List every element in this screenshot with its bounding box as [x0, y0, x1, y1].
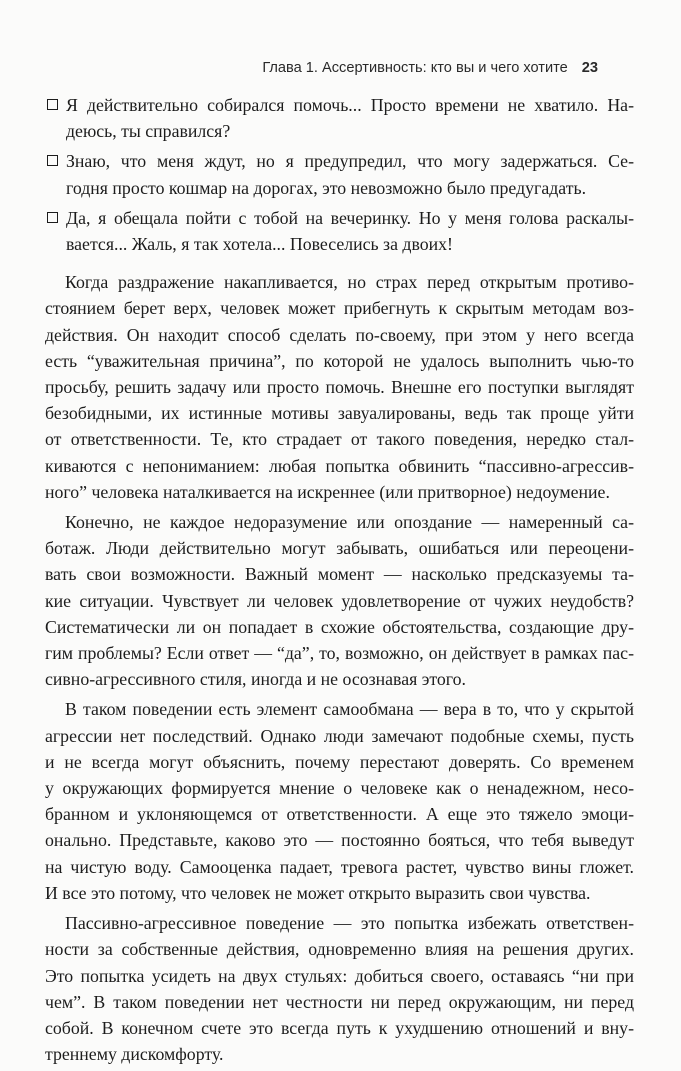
text-line: треннему дискомфорту.: [45, 1044, 224, 1065]
page-number: 23: [581, 60, 598, 76]
text-line: ботаж. Люди действительно могут забывать, ошибаться или переоцени-: [45, 538, 634, 559]
text-line: ного” человека наталкивается на искреннее (или притворное) недоумение.: [45, 481, 610, 502]
text-line: безобидными, их истинные мотивы завуалированы, ведь так проще уйти: [45, 403, 634, 424]
text-line: Когда раздражение накапливается, но страх перед открытым противо-: [65, 272, 634, 293]
bullet-item: [45, 92, 634, 144]
text-line: годня просто кошмар на дорогах, это невозможно было предугадать.: [66, 177, 587, 198]
text-line: действия. Он находит способ сделать по-своему, при этом у него всегда: [45, 324, 634, 345]
text-line: деюсь, ты справился?: [66, 121, 231, 142]
bullet-text: [66, 92, 634, 144]
text-line: и не всегда могут объяснить, почему перестают доверять. Со временем: [45, 751, 634, 772]
text-line: кие ситуации. Чувствует ли человек удовлетворение от чужих неудобств?: [45, 590, 634, 611]
text-line: чем”. В таком поведении нет честности ни перед окружающим, ни перед: [45, 991, 634, 1012]
checkbox-bullet-icon: [47, 212, 58, 223]
running-header: [262, 60, 598, 76]
paragraph: [45, 696, 634, 906]
text-line: киваются с непониманием: любая попытка обвинить “пассивно-агрессив-: [45, 455, 634, 476]
text-line: Это попытка усидеть на двух стульях: добиться своего, оставаясь “ни при: [45, 965, 634, 986]
checkbox-bullet-icon: [47, 155, 58, 166]
paragraph: [45, 269, 634, 505]
text-line: вать свои возможности. Важный момент — насколько предсказуемы та-: [45, 564, 634, 585]
text-line: Я действительно собирался помочь... Просто времени не хватило. На-: [66, 95, 634, 115]
text-line: В таком поведении есть элемент самообмана — вера в то, что у скрытой: [65, 699, 634, 720]
text-line: Конечно, не каждое недоразумение или опоздание — намеренный са-: [65, 512, 634, 533]
text-line: собой. В конечном счете это всегда путь к ухудшению отношений и вну-: [45, 1017, 634, 1038]
text-line: ности за собственные действия, одновременно влияя на решения других.: [45, 939, 634, 960]
checkbox-bullet-list: [45, 92, 634, 257]
text-line: сивно-агрессивного стиля, иногда и не осознавая этого.: [45, 669, 466, 690]
text-line: агрессии нет последствий. Однако люди замечают подобные схемы, пусть: [45, 725, 634, 746]
text-line: бранном и уклоняющемся от ответственности. А еще это тяжело эмоци-: [45, 804, 634, 825]
text-line: Систематически ли он попадает в схожие обстоятельства, создающие дру-: [45, 616, 634, 637]
bullet-item: [45, 205, 634, 257]
bullet-text: [66, 148, 634, 200]
chapter-title: Глава 1. Ассертивность: кто вы и чего хотите: [262, 60, 568, 76]
text-line: И все это потому, что человек не может открыто выразить свои чувства.: [45, 882, 591, 903]
text-line: просьбу, решить задачу или просто помочь. Внешне его поступки выглядят: [45, 377, 634, 398]
paragraph: [45, 509, 634, 692]
bullet-item: [45, 148, 634, 200]
bullet-text: [66, 205, 634, 257]
checkbox-bullet-icon: [47, 99, 58, 110]
text-line: вается... Жаль, я так хотела... Повеселись за двоих!: [66, 234, 453, 255]
text-line: Знаю, что меня ждут, но я предупредил, что могу задержаться. Се-: [66, 151, 634, 172]
body-text: [45, 92, 634, 1071]
text-line: Пассивно-агрессивное поведение — это попытка избежать ответствен-: [65, 913, 634, 934]
text-line: есть “уважительная причина”, по которой не удалось выполнить чью-то: [45, 350, 634, 371]
text-line: стоянием берет верх, человек может прибегнуть к скрытым методам воз-: [45, 298, 634, 319]
text-line: онально. Представьте, каково это — постоянно бояться, что тебя выведут: [45, 830, 634, 851]
text-line: от ответственности. Те, кто страдает от такого поведения, нередко стал-: [45, 429, 634, 450]
text-line: гим проблемы? Если ответ — “да”, то, возможно, он действует в рамках пас-: [45, 643, 634, 664]
text-line: у окружающих формируется мнение о человеке как о ненадежном, несо-: [45, 778, 634, 799]
text-line: Да, я обещала пойти с тобой на вечеринку. Но у меня голова раскалы-: [66, 207, 634, 228]
paragraph: [45, 910, 634, 1067]
text-line: на чистую воду. Самооценка падает, тревога растет, чувство вины гложет.: [45, 856, 634, 877]
